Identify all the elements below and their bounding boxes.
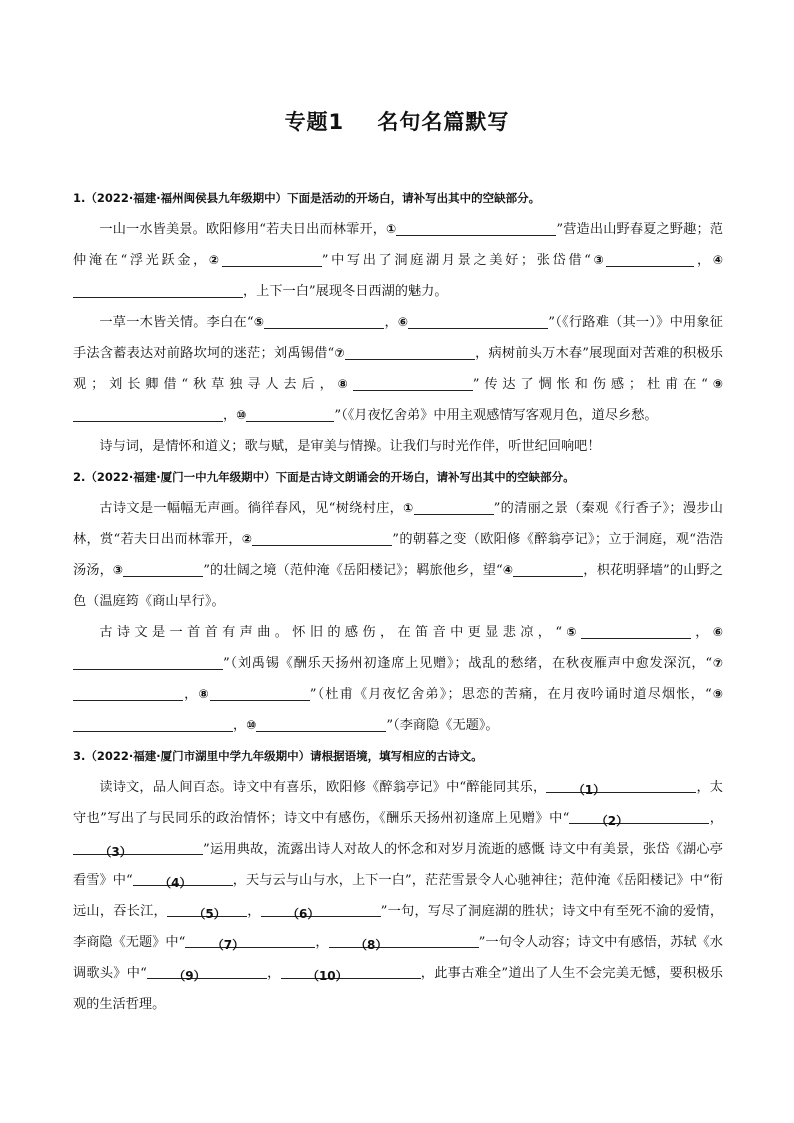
answer-blank[interactable] — [513, 559, 583, 577]
text: ”（杜甫《月夜忆舍弟》；思恋的苦痛，在月夜吟诵时道尽烟怅，“ — [309, 687, 712, 702]
blank-number: ⑦ — [712, 656, 723, 670]
question-3-heading: 3.（2022·福建·厦门市湖里中学九年级期中）请根据语境，填写相应的古诗文。 — [73, 749, 483, 763]
text: ，此事古难全”道出了人生不会完美无憾，要积极乐观的生活哲理。 — [73, 966, 723, 1012]
question-3 — [73, 741, 723, 1020]
answer-blank[interactable] — [73, 404, 223, 422]
answer-blank[interactable] — [546, 775, 696, 797]
text: ，太守也”写出了与民同乐的政治情怀；诗文中有感伤，《酬乐天扬州初逢席上见赠》中“ — [73, 780, 723, 826]
question-1-paragraph-1 — [73, 214, 723, 307]
blank-number: ⑦ — [334, 346, 345, 360]
text: ， — [246, 904, 261, 919]
blank-number: ⑧ — [198, 687, 210, 701]
answer-blank[interactable] — [73, 683, 183, 701]
blank-number: ③ — [590, 253, 607, 267]
answer-blank[interactable] — [123, 559, 203, 577]
answer-blank[interactable] — [246, 404, 334, 422]
text: ”传达了惆怅和伤感；杜甫在“ — [472, 377, 708, 392]
text: ， — [709, 811, 723, 826]
blank-number: （1） — [572, 783, 606, 797]
text: 一草一木皆关情。李白在“ — [99, 315, 254, 330]
blank-number: （8） — [354, 938, 388, 952]
blank-number: ⑨ — [707, 377, 723, 391]
question-1-heading: 1.（2022·福建·福州闽侯县九年级期中）下面是活动的开场白，请补写出其中的空缺部分。 — [73, 191, 541, 205]
answer-blank[interactable] — [210, 683, 310, 701]
text: ”中写出了洞庭湖月景之美好；张岱借“ — [321, 253, 591, 268]
text: ， — [183, 687, 199, 702]
answer-blank[interactable] — [396, 218, 556, 236]
answer-blank[interactable] — [252, 528, 392, 546]
text: ”（李商隐《无题》。 — [386, 718, 499, 733]
text: ， — [315, 935, 329, 950]
blank-number: ⑩ — [236, 408, 247, 422]
text: ”一句令人动容；诗文中有感悟，苏轼《水调歌头》中“ — [73, 935, 723, 981]
question-2-paragraph-1 — [73, 493, 723, 617]
answer-blank[interactable] — [73, 280, 243, 298]
blank-number: （5） — [193, 907, 226, 921]
blank-number: ④ — [502, 563, 514, 577]
text: ”一句，写尽了洞庭湖的胜状；诗文中有至死不渝的爱情，李商隐《无题》中“ — [73, 904, 724, 950]
answer-blank[interactable] — [167, 899, 247, 921]
answer-blank[interactable] — [329, 930, 479, 952]
answer-blank[interactable] — [185, 930, 315, 952]
answer-blank[interactable] — [133, 868, 233, 890]
answer-blank[interactable] — [353, 373, 473, 391]
text: ， — [233, 718, 247, 733]
blank-number: ⑥ — [397, 315, 409, 329]
worksheet-content — [73, 183, 723, 1020]
answer-blank[interactable] — [147, 961, 267, 983]
question-2-heading: 2.（2022·福建·厦门一中九年级期中）下面是古诗文朗诵会的开场白，请补写出其中的空缺部分。 — [73, 470, 575, 484]
text: ”的清丽之景（秦观《行香子》；漫步山林，赏“若夫日出而林霏开， — [73, 501, 723, 547]
text: ， — [266, 966, 281, 981]
blank-number: ② — [208, 253, 222, 267]
answer-blank[interactable] — [73, 837, 203, 859]
text: ”的朝暮之变（欧阳修《醉翁亭记》；立于洞庭，观“浩浩汤汤， — [73, 532, 723, 578]
answer-blank[interactable] — [256, 714, 386, 732]
blank-number: （9） — [173, 969, 206, 983]
text: ”的壮阔之境（范仲淹《岳阳楼记》；羁旅他乡，望“ — [203, 563, 503, 578]
text: ， — [384, 315, 398, 330]
answer-blank[interactable] — [264, 311, 384, 329]
answer-blank[interactable] — [73, 714, 233, 732]
blank-number: （6） — [287, 907, 320, 921]
text: ，枳花明驿墙”的山野之色（温庭筠《商山早行》。 — [73, 563, 723, 609]
blank-number: ② — [241, 532, 253, 546]
text: ”（刘禹锡《酬乐天扬州初逢席上见赠》；战乱的愁绪，在秋夜雁声中愈发深沉，“ — [223, 656, 713, 671]
text: ， — [690, 625, 713, 640]
blank-number: ⑩ — [246, 718, 257, 732]
blank-number: ⑤ — [562, 625, 581, 639]
answer-blank[interactable] — [281, 961, 421, 983]
answer-blank[interactable] — [606, 249, 694, 267]
answer-blank[interactable] — [581, 621, 691, 639]
blank-number: ④ — [712, 253, 723, 267]
text: 读诗文，品人间百态。诗文中有喜乐，欧阳修《醉翁亭记》中“醉能同其乐， — [99, 780, 547, 795]
question-3-paragraph-1 — [73, 772, 723, 1020]
answer-blank[interactable] — [261, 899, 381, 921]
text: 一山一水皆美景。欧阳修用“若夫日出而林霏开， — [99, 222, 387, 237]
answer-blank[interactable] — [569, 806, 709, 828]
blank-number: ⑥ — [712, 625, 723, 639]
page-title: 专题1 名句名篇默写 — [284, 110, 510, 134]
question-2-paragraph-2 — [73, 617, 723, 741]
blank-number: ⑧ — [337, 377, 353, 391]
answer-blank[interactable] — [73, 652, 223, 670]
text: 古诗文是一首首有声曲。怀旧的感伤，在笛音中更显悲凉，“ — [99, 625, 563, 640]
question-1 — [73, 183, 723, 462]
blank-number: ⑤ — [253, 315, 265, 329]
blank-number: （4） — [159, 876, 192, 890]
text: ，病树前头万木春”展现面对苦难的积极乐观；刘长卿借“秋草独寻人去后， — [73, 346, 723, 392]
question-2 — [73, 462, 723, 741]
text: ”（《月夜忆舍弟》中用主观感情写客观月色，道尽乡愁。 — [334, 408, 658, 423]
blank-number: ⑨ — [711, 687, 723, 701]
text: ”营造出山野春夏之野趣；范仲淹在“浮光跃金， — [73, 222, 723, 268]
blank-number: ③ — [112, 563, 124, 577]
text: ， — [694, 253, 713, 268]
text: ， — [223, 408, 237, 423]
blank-number: ① — [403, 501, 414, 515]
blank-number: （7） — [211, 938, 245, 952]
text: ”运用典故，流露出诗人对故人的怀念和对岁月流逝的感慨 诗文中有美景，张岱《湖心亭看雪》中“ — [73, 842, 723, 888]
answer-blank[interactable] — [414, 497, 494, 515]
question-1-paragraph-2 — [73, 307, 723, 431]
text: ”（《行路难（其一）》中用象征手法含蓄表达对前路坎坷的迷茫；刘禹锡借“ — [73, 315, 723, 361]
blank-number: （3） — [99, 845, 132, 859]
blank-number: （10） — [306, 969, 348, 983]
text: ，天与云与山与水，上下一白”，茫茫雪景令人心驰神往；范仲淹《岳阳楼记》中“衔远山，吞长江， — [73, 873, 723, 919]
answer-blank[interactable] — [345, 342, 475, 360]
blank-number: ① — [386, 222, 397, 236]
question-1-paragraph-3: 诗与词，是情怀和道义；歌与赋，是审美与情操。让我们与时光作伴，听世纪回响吧！ — [99, 439, 601, 454]
answer-blank[interactable] — [222, 249, 322, 267]
text: 古诗文是一幅幅无声画。徜徉春风，见“树绕村庄， — [99, 501, 404, 516]
text: ，上下一白”展现冬日西湖的魅力。 — [243, 284, 448, 299]
blank-number: （2） — [595, 814, 629, 828]
answer-blank[interactable] — [408, 311, 548, 329]
